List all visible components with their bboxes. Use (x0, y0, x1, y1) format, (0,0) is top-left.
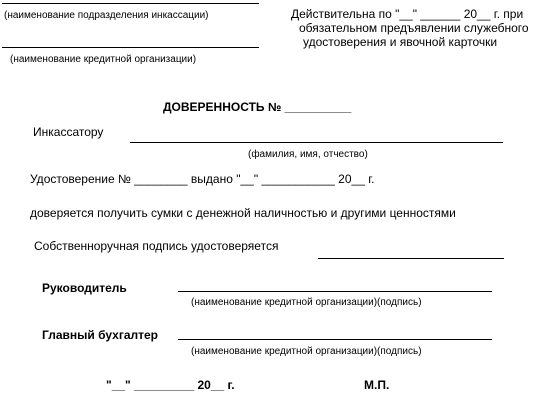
collector-caption: (фамилия, имя, отчество) (248, 149, 368, 160)
org-line (2, 47, 259, 48)
document-title: ДОВЕРЕННОСТЬ № __________ (163, 100, 352, 114)
signature-confirmation-line (318, 258, 504, 259)
head-caption: (наименование кредитной организации)(подпись) (191, 297, 422, 308)
validity-line-2: обязательном предъявлении служебного (299, 21, 529, 35)
org-caption: (наименование кредитной организации) (10, 54, 197, 65)
validity-line-1: Действительна по "__" ______ 20__ г. при (291, 7, 524, 21)
accountant-caption: (наименование кредитной организации)(подпись) (191, 346, 422, 357)
head-line (178, 291, 492, 292)
stamp-label: М.П. (364, 378, 390, 392)
accountant-label: Главный бухгалтер (42, 328, 159, 342)
accountant-line (178, 339, 492, 340)
id-line: Удостоверение № ________ выдано "__" ___________ 20__ г. (30, 172, 375, 186)
date-field: "__" _________ 20__ г. (106, 378, 235, 392)
signature-confirmation-text: Собственноручная подпись удостоверяется (34, 239, 279, 253)
unit-line (2, 3, 259, 4)
validity-line-3: удостоверения и явочной карточки (303, 35, 498, 49)
collector-label: Инкассатору (33, 125, 104, 139)
trust-line: доверяется получить сумки с денежной наличностью и другими ценностями (30, 206, 456, 220)
collector-line (130, 142, 503, 143)
unit-caption: (наименование подразделения инкассации) (4, 10, 209, 21)
head-label: Руководитель (42, 281, 127, 295)
